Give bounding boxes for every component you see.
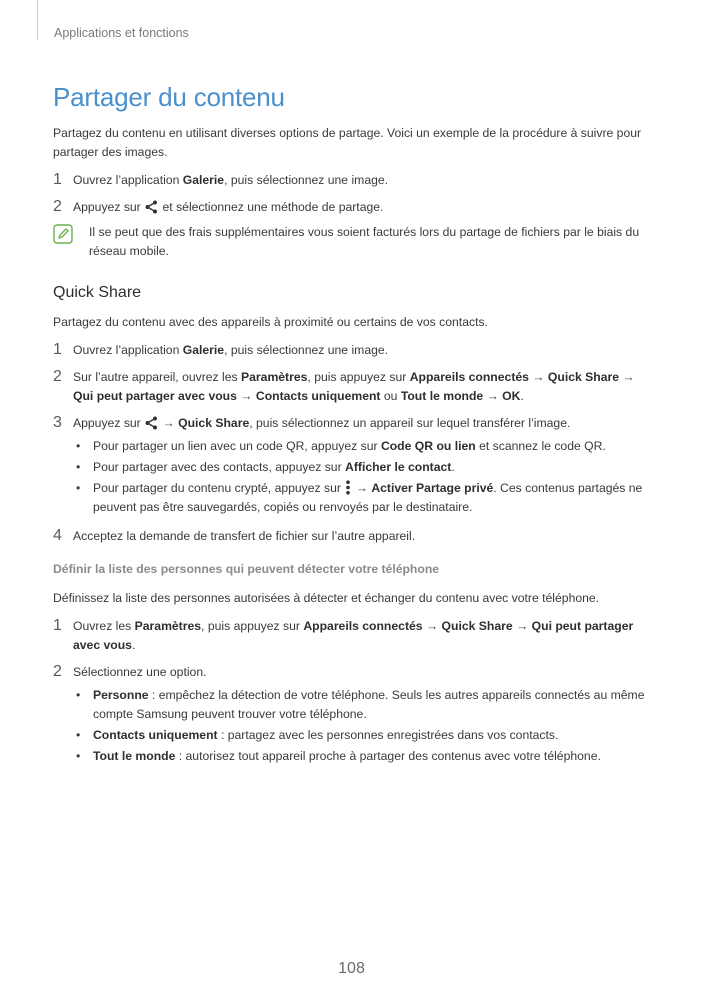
note-icon xyxy=(53,224,73,244)
arrow: → xyxy=(352,481,372,495)
page-content xyxy=(53,124,653,776)
text: . Ces contenus partagés ne peuvent pas être sauvegardés, copiés ou renvoyés par le destinataire. xyxy=(93,481,643,514)
list-item xyxy=(73,479,653,517)
text: , puis appuyez sur xyxy=(201,619,304,633)
text: et scannez le code QR. xyxy=(475,439,606,453)
step-number: 3 xyxy=(53,414,62,431)
text: , puis sélectionnez une image. xyxy=(224,343,389,357)
page-number: 108 xyxy=(338,960,365,977)
arrow: → xyxy=(528,370,548,384)
define-step-2-bullets xyxy=(73,686,653,766)
ui-term-quick-share: Quick Share xyxy=(547,370,620,384)
ui-term-partage-prive: Activer Partage privé xyxy=(371,481,494,495)
step-2 xyxy=(53,198,653,217)
text: . xyxy=(520,389,524,403)
text: Sélectionnez une option. xyxy=(73,665,207,679)
text: Pour partager avec des contacts, appuyez sur xyxy=(93,460,346,474)
share-icon xyxy=(145,200,158,214)
ui-term-afficher-contact: Afficher le contact xyxy=(345,460,452,474)
list-item xyxy=(73,726,653,745)
quick-step-1 xyxy=(53,341,653,360)
step-text xyxy=(73,617,653,655)
text: Ouvrez l’application xyxy=(73,343,183,357)
step-number: 2 xyxy=(53,198,62,215)
ui-term-contacts-uniquement: Contacts uniquement xyxy=(255,389,381,403)
text: , puis sélectionnez un appareil sur lequel transférer l’image. xyxy=(249,416,571,430)
step-text xyxy=(73,414,653,519)
ui-term-quick-share: Quick Share xyxy=(178,416,250,430)
step-number: 2 xyxy=(53,368,62,385)
text: , puis sélectionnez une image. xyxy=(224,173,389,187)
ui-term-contacts-uniquement: Contacts uniquement xyxy=(93,728,218,742)
text: . xyxy=(451,460,455,474)
text: . xyxy=(131,638,136,652)
quick-step-3 xyxy=(53,414,653,519)
intro-text: Partagez du contenu en utilisant diverses options de partage. Voici un exemple de la procédure à suivre pour partager des images. xyxy=(53,126,642,159)
list-item xyxy=(73,686,653,724)
text: : autorisez tout appareil proche à partager des contenus avec votre téléphone. xyxy=(175,749,601,763)
step-text: Acceptez la demande de transfert de fichier sur l’autre appareil. xyxy=(73,529,416,543)
note-text: Il se peut que des frais supplémentaires vous soient facturés lors du partage de fichiers par le biais du réseau mobile. xyxy=(89,225,640,258)
text: Ouvrez l’application xyxy=(73,173,183,187)
text: ou xyxy=(380,389,401,403)
ui-term-personne: Personne xyxy=(93,688,149,702)
ui-term-ok: OK xyxy=(502,389,521,403)
quick-step-4 xyxy=(53,527,653,546)
text: Appuyez sur xyxy=(73,416,145,430)
quick-share-heading: Quick Share xyxy=(53,284,142,301)
text: Sur l’autre appareil, ouvrez les xyxy=(73,370,242,384)
text: Pour partager un lien avec un code QR, appuyez sur xyxy=(93,439,381,453)
text: : partagez avec les personnes enregistrées dans vos contacts. xyxy=(217,728,559,742)
step-number: 1 xyxy=(53,341,62,358)
define-step-2 xyxy=(53,663,653,768)
step-text xyxy=(73,341,653,360)
arrow: → xyxy=(483,389,503,403)
quick-share-intro: Partagez du contenu avec des appareils à proximité ou certains de vos contacts. xyxy=(53,315,488,329)
share-icon xyxy=(145,416,158,430)
step-number: 4 xyxy=(53,527,62,544)
step-text xyxy=(73,368,653,406)
note xyxy=(53,223,653,261)
ui-term-code-qr: Code QR ou lien xyxy=(380,439,476,453)
ui-term-appareils-connectes: Appareils connectés xyxy=(409,370,529,384)
text: Appuyez sur xyxy=(73,200,145,214)
define-step-1 xyxy=(53,617,653,655)
step-text xyxy=(73,198,653,217)
list-item xyxy=(73,747,653,766)
section-title: Applications et fonctions xyxy=(54,26,189,40)
page-title: Partager du contenu xyxy=(53,82,285,112)
ui-term-parametres: Paramètres xyxy=(134,619,202,633)
ui-term-appareils-connectes: Appareils connectés xyxy=(303,619,423,633)
ui-term-galerie: Galerie xyxy=(182,343,225,357)
ui-term-galerie: Galerie xyxy=(182,173,225,187)
text: et sélectionnez une méthode de partage. xyxy=(159,200,384,214)
quick-step-3-bullets xyxy=(73,437,653,517)
more-options-icon xyxy=(345,480,351,495)
ui-term-quick-share: Quick Share xyxy=(441,619,513,633)
list-item xyxy=(73,458,653,477)
step-text xyxy=(73,171,653,190)
section-divider xyxy=(37,0,38,40)
ui-term-parametres: Paramètres xyxy=(241,370,308,384)
arrow: → xyxy=(422,619,442,633)
step-number: 1 xyxy=(53,617,62,634)
text: Ouvrez les xyxy=(73,619,135,633)
list-item xyxy=(73,437,653,456)
step-1 xyxy=(53,171,653,190)
text: Pour partager du contenu crypté, appuyez sur xyxy=(93,481,345,495)
ui-term-qui-peut-partager: Qui peut partager avec vous xyxy=(73,619,634,652)
arrow: → xyxy=(619,370,635,384)
define-list-heading: Définir la liste des personnes qui peuvent détecter votre téléphone xyxy=(53,562,440,576)
step-text xyxy=(73,663,653,768)
ui-term-qui-peut-partager: Qui peut partager avec vous xyxy=(73,389,237,403)
quick-step-2 xyxy=(53,368,653,406)
text: , puis appuyez sur xyxy=(307,370,410,384)
arrow: → xyxy=(512,619,532,633)
define-list-intro: Définissez la liste des personnes autorisées à détecter et échanger du contenu avec votre téléphone. xyxy=(53,591,600,605)
step-number: 2 xyxy=(53,663,62,680)
arrow: → xyxy=(236,389,256,403)
ui-term-tout-le-monde: Tout le monde xyxy=(93,749,176,763)
arrow: → xyxy=(159,416,179,430)
ui-term-tout-le-monde: Tout le monde xyxy=(400,389,484,403)
step-number: 1 xyxy=(53,171,62,188)
text: : empêchez la détection de votre téléphone. Seuls les autres appareils connectés au même compte Samsung peuvent trouver votre téléphone. xyxy=(93,688,645,721)
